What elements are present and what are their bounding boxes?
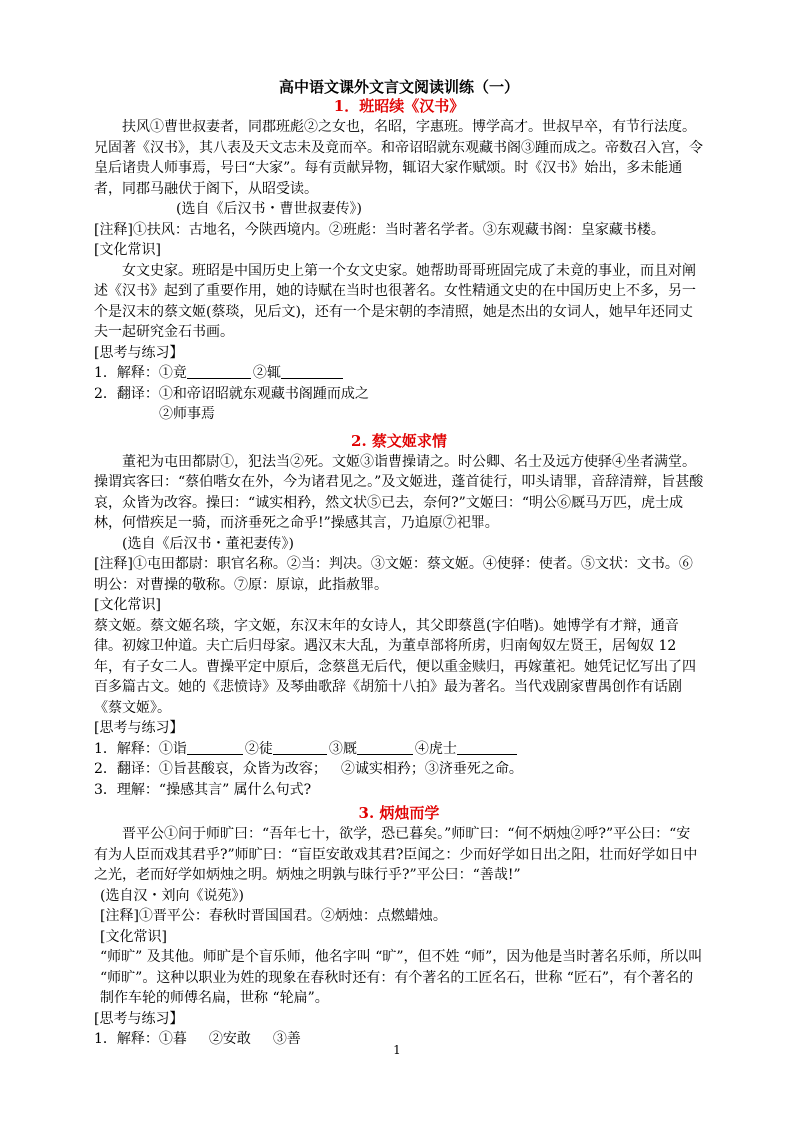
document-content [94, 78, 704, 1050]
section-2-notes: [注释]①屯田都尉：职官名称。②当：判决。③文姬：蔡文姬。④使驿：使者。⑤文状：文书。⑥明公：对曹操的敬称。⑦原：原谅，此指赦罪。 [94, 556, 693, 593]
answer-blank[interactable] [273, 740, 327, 755]
question-item: ③善 [272, 1031, 301, 1047]
question-item: ②诚实相矜；③济垂死之命。 [340, 761, 523, 777]
section-3-exercise-label: [思考与练习】 [94, 1010, 184, 1027]
question-prefix: 2．翻译： [94, 761, 159, 777]
question-item: ②安敢 [208, 1031, 251, 1047]
section-heading-3: 3. 炳烛而学 [358, 804, 440, 822]
question-item: ①旨甚酸哀，众皆为改容； [158, 761, 327, 777]
question-prefix: 1．解释： [94, 1031, 159, 1047]
section-2-question-1 [94, 739, 704, 760]
section-1-question-1 [94, 363, 704, 384]
section-2-passage: 董祀为屯田都尉①，犯法当②死。文姬③诣曹操请之。时公卿、名士及远方使驿④坐者满堂。操谓宾客曰：“蔡伯喈女在外，今为诸君见之。”及文姬进，蓬首徒行，叩头请罪，音辞清辩，旨甚酸哀，众皆为改容。操曰：“诚实相矜，然文状⑤已去，奈何?”文姬曰：“明公⑥厩马万匹，虎士成林，何惜疾足一骑，而济垂死之命乎!”操感其言，乃追原⑦祀罪。 [94, 453, 704, 531]
section-2-culture-label: [文化常识] [94, 597, 161, 613]
section-1-exercise-label: [思考与练习】 [94, 344, 184, 361]
answer-blank[interactable] [187, 740, 243, 755]
question-item: ①竟 [158, 365, 187, 381]
answer-blank[interactable] [457, 740, 517, 755]
section-1-culture-label: [文化常识] [94, 242, 161, 258]
section-1-question-2-sub: ②师事焉 [159, 406, 215, 422]
question-prefix: 1．解释： [94, 740, 159, 757]
section-3-culture-label: [文化常识] [100, 928, 167, 945]
section-3-culture: “师旷” 及其他。师旷是个盲乐师，他名字叫 “旷”，但不姓 “师”，因为他是当时著名乐师，所以叫 “师旷”。这种以职业为姓的现象在春秋时还有：有个著名的工匠名石，世称 “匠石”，有个著名的制作车轮的师傅名扁，世称 “轮扁”。 [100, 949, 703, 1006]
page-number: 1 [393, 1043, 401, 1057]
section-3-source: (选自汉・刘向《说苑》) [100, 887, 244, 904]
section-3-passage: 晋平公①问于师旷曰：“吾年七十，欲学，恐已暮矣。”师旷曰：“何不炳烛②呼?”平公曰：“安有为人臣而戏其君乎?”师旷曰：“盲臣安敢戏其君?臣闻之：少而好学如日出之阳，壮而好学如日中之光，老而好学如炳烛之明。炳烛之明孰与昧行乎?”平公曰：“善哉!” [94, 826, 698, 883]
question-item: ②徒 [244, 740, 273, 757]
question-prefix: 2．翻译： [94, 385, 159, 402]
question-item: ③厩 [328, 740, 357, 757]
section-3-notes: [注释]①晋平公：春秋时晋国国君。②炳烛：点燃蜡烛。 [100, 908, 447, 924]
page-title: 高中语文课外文言文阅读训练（一） [278, 78, 519, 96]
question-item: ①诣 [158, 740, 187, 757]
section-2-exercise-label: [思考与练习】 [94, 720, 184, 736]
section-1-source: (选自《后汉书・曹世叔妻传》) [176, 201, 362, 217]
section-2-question-2 [94, 759, 704, 780]
section-2-question-3: 3．理解：“操感其言” 属什么句式? [94, 781, 312, 798]
question-item: ④虎士 [414, 740, 457, 757]
section-heading-1: 1．班昭续《汉书》 [333, 97, 465, 115]
answer-blank[interactable] [281, 364, 343, 379]
section-2-source: (选自《后汉书・董祀妻传》) [122, 535, 294, 552]
question-prefix: 1．解释： [94, 365, 159, 381]
section-1-question-2 [94, 384, 704, 405]
section-1-notes: [注释]①扶风：古地名，今陕西境内。②班彪：当时著名学者。③东观藏书阁：皇家藏书楼。 [94, 221, 665, 238]
question-item: ①和帝诏昭就东观藏书阁踵而成之 [158, 385, 369, 402]
section-1-passage: 扶风①曹世叔妻者，同郡班彪②之女也，名昭，字惠班。博学高才。世叔早卒，有节行法度。兄固著《汉书》，其八表及天文志未及竟而卒。和帝诏昭就东观藏书阁③踵而成之。帝数召入宫，令皇后诸贵人师事焉，号曰“大家”。每有贡献异物，辄诏大家作赋颂。时《汉书》始出，多未能通者，同郡马融伏于阁下，从昭受读。 [94, 119, 703, 197]
section-1-culture: 女文史家。班昭是中国历史上第一个女文史家。她帮助哥哥班固完成了未竟的事业，而且对阐述《汉书》起到了重要作用，她的诗赋在当时也很著名。女性精通文史的在中国历史上不多，另一个是汉末的蔡文姬(蔡琰，见后文)，还有一个是宋朝的李清照，她是杰出的女词人，她早年还同丈夫一起研究金石书画。 [94, 262, 696, 340]
question-item: ②辄 [252, 365, 281, 381]
section-2-culture: 蔡文姬。蔡文姬名琰，字文姬，东汉末年的女诗人，其父即蔡邕(字伯喈)。她博学有才辩，通音律。初嫁卫仲道。夫亡后归母家。遇汉末大乱，为董卓部将所虏，归南匈奴左贤王，居匈奴 12 年，有子女二人。曹操平定中原后，念蔡邕无后代，便以重金赎归，再嫁董祀。她凭记忆写出了四百多篇古文。她的《悲愤诗》及琴曲歌辞《胡笳十八拍》最为著名。当代戏剧家曹禺创作有话剧《蔡文姬》。 [94, 617, 696, 716]
answer-blank[interactable] [187, 364, 251, 379]
section-heading-2: 2. 蔡文姬求情 [351, 431, 447, 450]
answer-blank[interactable] [357, 740, 413, 755]
question-item: ①暮 [158, 1031, 187, 1047]
